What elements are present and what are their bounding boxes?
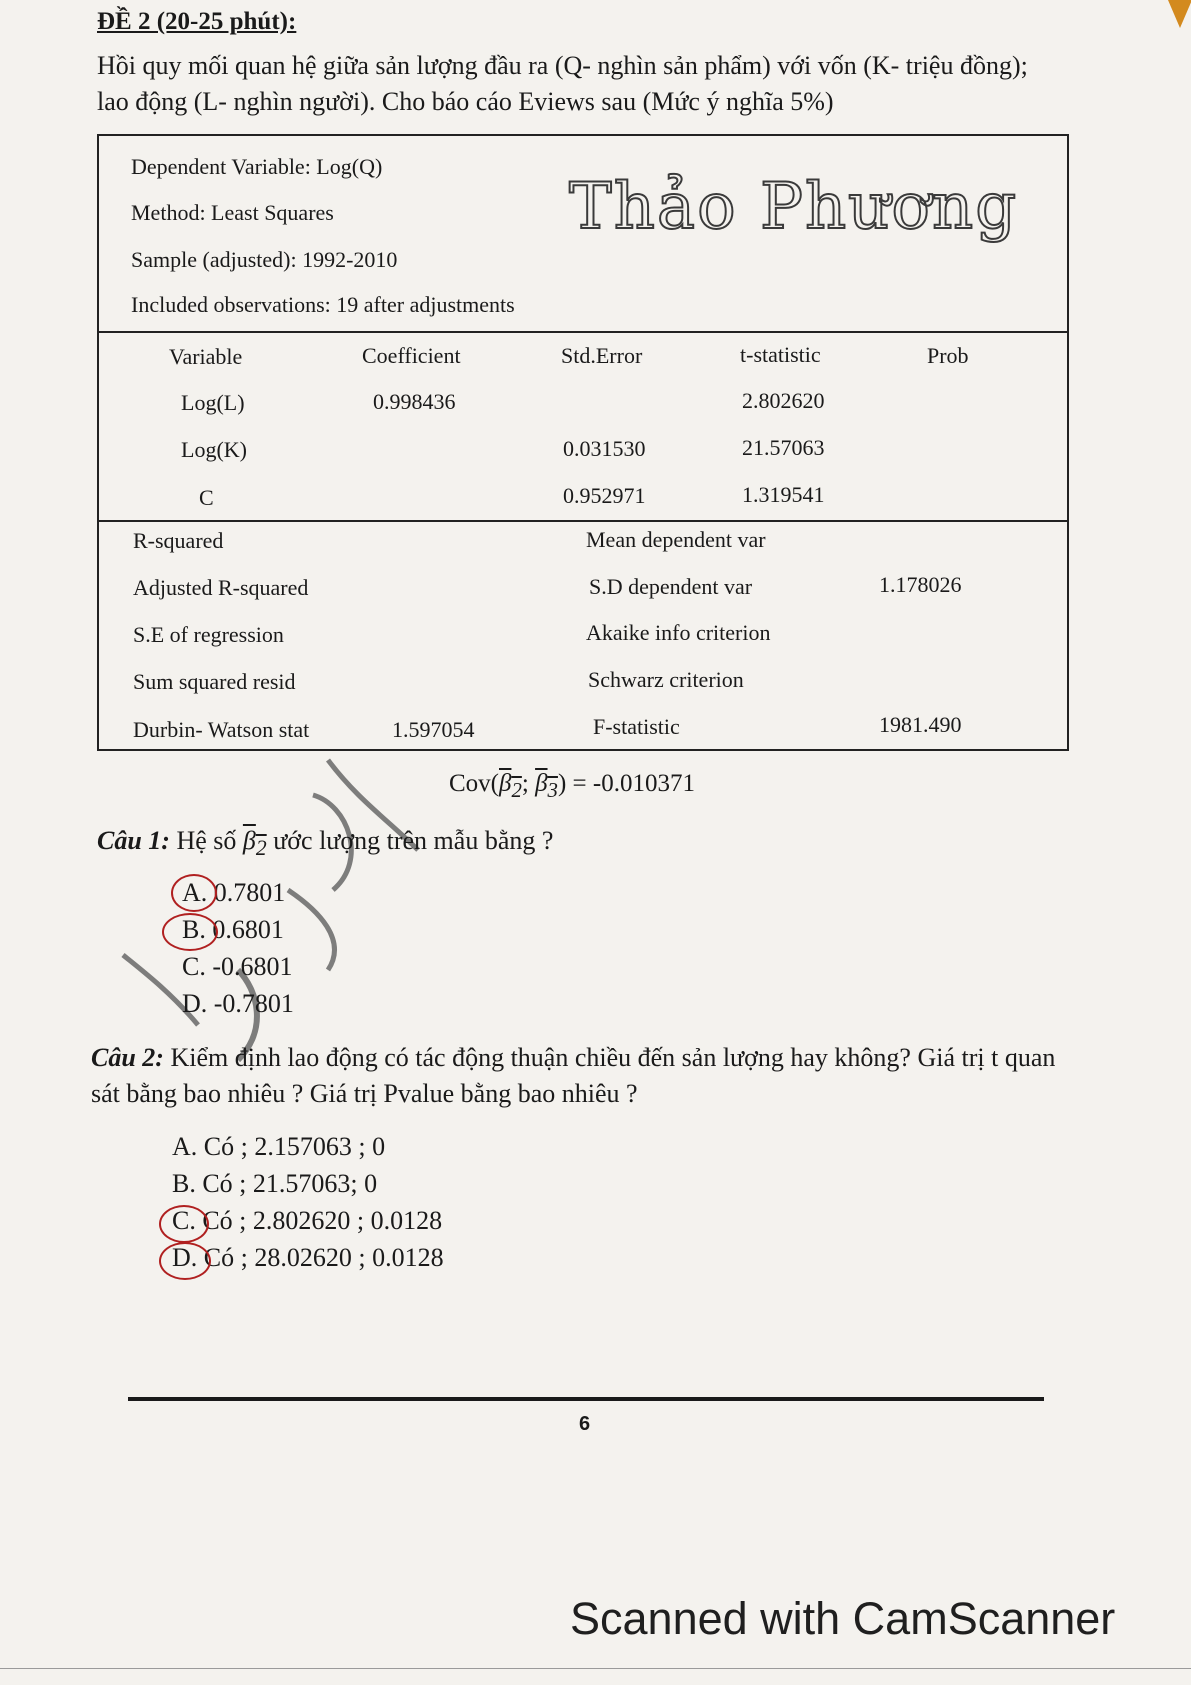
included-observations: Included observations: 19 after adjustments	[131, 292, 515, 317]
header-prob: Prob	[927, 343, 969, 368]
stat-sd-dependent-value: 1.178026	[879, 572, 962, 597]
header-std-error: Std.Error	[561, 343, 643, 368]
q2-option-d[interactable]: D. Có ; 28.02620 ; 0.0128	[172, 1243, 444, 1272]
covariance-line	[449, 770, 695, 803]
row-variable: C	[199, 485, 214, 510]
q1-option-c[interactable]: C. -0.6801	[182, 952, 293, 981]
beta2-hat: $\beta_2$	[242, 826, 267, 861]
row-variable: Log(L)	[181, 390, 245, 415]
row-std-error: 0.031530	[563, 436, 646, 461]
question-1-label: Câu 1:	[97, 826, 170, 855]
cov-prefix: Cov(	[449, 770, 499, 797]
stat-sum-squared-resid: Sum squared resid	[133, 669, 296, 694]
coefficient-section	[97, 333, 1069, 522]
header-t-statistic: t-statistic	[740, 342, 821, 367]
stat-adjusted-r-squared: Adjusted R-squared	[133, 575, 309, 600]
pen-circle-q1-a	[171, 874, 217, 912]
method: Method: Least Squares	[131, 200, 334, 225]
row-std-error: 0.952971	[563, 483, 646, 508]
stat-schwarz: Schwarz criterion	[588, 667, 744, 692]
stat-se-regression: S.E of regression	[133, 622, 284, 647]
question-1	[97, 826, 553, 861]
cov-suffix: ) = -0.010371	[557, 770, 695, 797]
question-1-text-after: ước lượng trên mẫu bằng ?	[273, 826, 554, 855]
q1-option-a[interactable]: A. 0.7801	[182, 878, 286, 907]
header-variable: Variable	[169, 344, 243, 369]
cov-separator: ;	[521, 770, 536, 797]
q2-option-c[interactable]: C. Có ; 2.802620 ; 0.0128	[172, 1206, 443, 1235]
q1-option-b[interactable]: B. 0.6801	[182, 915, 284, 944]
row-coefficient: 0.998436	[373, 389, 456, 414]
row-t-statistic: 1.319541	[742, 482, 825, 507]
question-2-label: Câu 2:	[91, 1043, 164, 1072]
q2-option-b[interactable]: B. Có ; 21.57063; 0	[172, 1169, 378, 1198]
header-coefficient: Coefficient	[362, 343, 461, 368]
beta3-hat: $\beta_3$	[535, 770, 558, 802]
handwritten-signature	[118, 740, 458, 1080]
stat-f-statistic-value: 1981.490	[879, 712, 962, 737]
pen-circle-q1-b	[162, 913, 218, 951]
problem-intro: Hồi quy mối quan hệ giữa sản lượng đầu ra (Q- nghìn sản phẩm) với vốn (K- triệu đồng); lao động (L- nghìn người). Cho báo cáo Eviews sau (Mức ý nghĩa 5%)	[97, 51, 1028, 116]
stat-mean-dependent: Mean dependent var	[586, 527, 766, 552]
dependent-variable: Dependent Variable: Log(Q)	[131, 154, 383, 179]
page-number: 6	[579, 1413, 591, 1435]
question-2	[91, 1040, 1076, 1112]
stat-f-statistic: F-statistic	[593, 714, 680, 739]
exam-heading: ĐỀ 2 (20-25 phút):	[97, 8, 297, 35]
row-t-statistic: 2.802620	[742, 388, 825, 413]
watermark-logo: Thảo Phương	[569, 170, 1019, 244]
stat-akaike: Akaike info criterion	[586, 620, 771, 645]
beta2-hat: $\beta_2$	[499, 770, 522, 802]
q1-option-d[interactable]: D. -0.7801	[182, 989, 294, 1018]
eviews-report	[97, 134, 1069, 751]
row-variable: Log(K)	[181, 437, 247, 462]
stat-sd-dependent: S.D dependent var	[589, 574, 753, 599]
stat-durbin-watson-value: 1.597054	[392, 717, 475, 742]
pen-circle-q2-d	[159, 1242, 211, 1280]
q2-option-a[interactable]: A. Có ; 2.157063 ; 0	[172, 1132, 386, 1161]
page-corner-mark	[1168, 0, 1191, 28]
question-2-text: Kiểm định lao động có tác động thuận chiều đến sản lượng hay không? Giá trị t quan sát bằng bao nhiêu ? Giá trị Pvalue bằng bao nhiêu ?	[91, 1043, 1056, 1108]
stat-durbin-watson: Durbin- Watson stat	[133, 717, 310, 742]
sample: Sample (adjusted): 1992-2010	[131, 247, 398, 272]
question-1-text-before: Hệ số	[176, 826, 237, 855]
row-t-statistic: 21.57063	[742, 435, 825, 460]
footer-rule	[128, 1397, 1044, 1401]
stat-r-squared: R-squared	[133, 528, 224, 553]
camscanner-footer: Scanned with CamScanner	[570, 1593, 1116, 1644]
bottom-divider	[0, 1668, 1191, 1669]
pen-circle-q2-c	[159, 1205, 209, 1243]
